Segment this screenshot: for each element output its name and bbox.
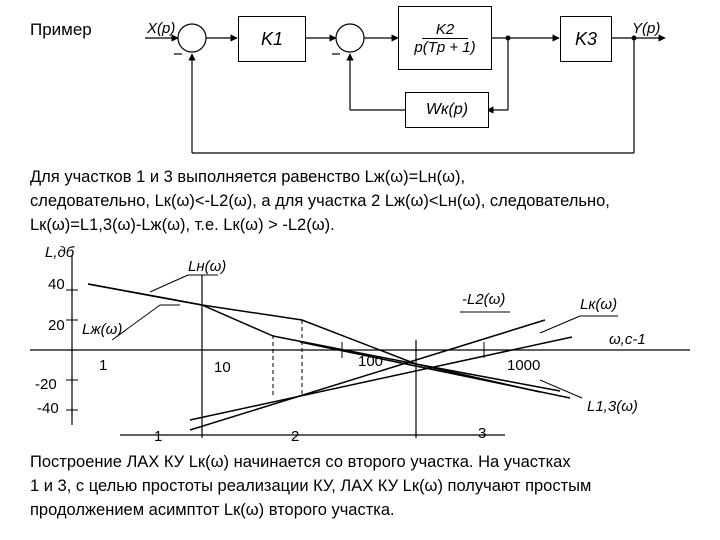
block-k3-label: K3 <box>574 28 598 49</box>
block-k2-denominator: p(Tp + 1) <box>414 38 476 56</box>
label-L13: L1,3(ω) <box>587 398 638 415</box>
y-tick-label-neg20: -20 <box>35 376 57 393</box>
block-feedback-label: Wк(p) <box>425 101 469 118</box>
block-k2-numerator: K2 <box>422 21 468 39</box>
paragraph-2 <box>30 450 591 522</box>
paragraph-1-line-3: Lк(ω)=L1,3(ω)-Lж(ω), т.е. Lк(ω) > -L2(ω). <box>30 216 335 234</box>
output-label: Y(p) <box>632 20 661 37</box>
label-L-zh: Lж(ω) <box>82 321 123 338</box>
page-title: Пример <box>30 20 92 39</box>
block-k1-label: K1 <box>260 28 284 49</box>
y-tick-label-20: 20 <box>48 317 65 334</box>
paragraph-2-line-3: продолжением асимптот Lк(ω) второго участка. <box>30 501 395 519</box>
chart-ylabel: L,дб <box>45 244 75 261</box>
input-label: X(p) <box>147 20 176 37</box>
paragraph-1-line-2: следовательно, Lк(ω)<-L2(ω), а для участка 2 Lж(ω)<Lн(ω), следовательно, <box>30 192 610 210</box>
series-neg-L2 <box>190 320 545 430</box>
leader-Lk <box>540 316 580 333</box>
label-neg-L2: -L2(ω) <box>462 291 506 308</box>
x-tick-label-10: 10 <box>214 359 231 376</box>
section-label-1: 1 <box>154 428 163 445</box>
section-label-2: 2 <box>291 428 300 445</box>
chart-xlabel: ω,с-1 <box>609 331 646 348</box>
x-tick-label-1: 1 <box>99 357 108 374</box>
paragraph-1-line-1: Для участков 1 и 3 выполняется равенство Lж(ω)=Lн(ω), <box>30 168 466 186</box>
leader-Ln <box>150 275 188 292</box>
y-tick-label-40: 40 <box>48 276 65 293</box>
label-L-n: Lн(ω) <box>188 258 227 275</box>
y-tick-label-neg40: -40 <box>37 400 59 417</box>
section-label-3: 3 <box>478 425 487 442</box>
label-L-k: Lк(ω) <box>580 296 618 313</box>
x-tick-label-100: 100 <box>358 353 384 370</box>
paragraph-2-line-2: 1 и 3, с целью простоты реализации КУ, ЛАХ КУ Lк(ω) получают простым <box>30 477 592 495</box>
x-tick-label-1000: 1000 <box>507 357 541 374</box>
paragraph-2-line-1: Построение ЛАХ КУ Lк(ω) начинается со второго участка. На участках <box>30 453 571 471</box>
